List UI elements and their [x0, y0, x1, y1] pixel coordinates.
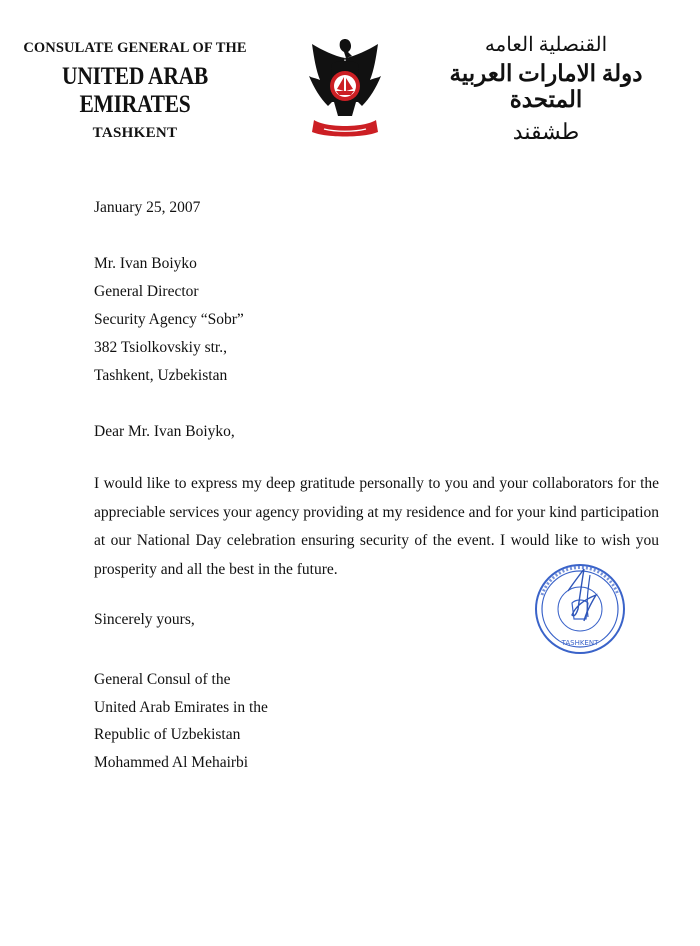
letterhead-arabic-line-2: دولة الامارات العربية المتحدة [449, 61, 643, 112]
recipient-line: 382 Tsiolkovskiy str., [94, 339, 227, 356]
letter-body: I would like to express my deep gratitude personally to you and your collaborators for the appreciable services your agency providing at my residence and for your kind participation at our National Day celebration ensuring security of the event. I would like to wish you prosperity and all the best in the future. [94, 475, 659, 578]
letterhead-line-3: TASHKENT [92, 125, 178, 141]
signature-line: United Arab Emirates in the [94, 698, 268, 716]
recipient-line: General Director [94, 283, 199, 300]
letter-date: January 25, 2007 [94, 199, 201, 216]
eagle-emblem-icon [306, 36, 384, 140]
closing: Sincerely yours, [94, 611, 195, 628]
letterhead-arabic [416, 32, 676, 145]
salutation: Dear Mr. Ivan Boiyko, [94, 423, 235, 440]
recipient-line: Tashkent, Uzbekistan [94, 367, 228, 384]
recipient-line: Security Agency “Sobr” [94, 311, 244, 328]
signature-line: General Consul of the [94, 671, 231, 688]
recipient-address [94, 250, 654, 390]
letterhead-line-2: UNITED ARAB EMIRATES [62, 63, 208, 118]
letterhead-arabic-line-3: طشقند [512, 119, 580, 144]
letterhead-line-1: CONSULATE GENERAL OF THE [23, 40, 247, 56]
signature-block [94, 666, 654, 776]
signature-line: Mohammed Al Mehairbi [94, 753, 249, 771]
letterhead-arabic-line-1: القنصلية العامه [484, 34, 608, 56]
consulate-seal-icon [528, 555, 632, 659]
recipient-line: Mr. Ivan Boiyko [94, 255, 197, 272]
seal-text: TASHKENT [561, 639, 599, 647]
signature-line: Republic of Uzbekistan [94, 726, 241, 743]
letterhead-english [0, 40, 270, 142]
